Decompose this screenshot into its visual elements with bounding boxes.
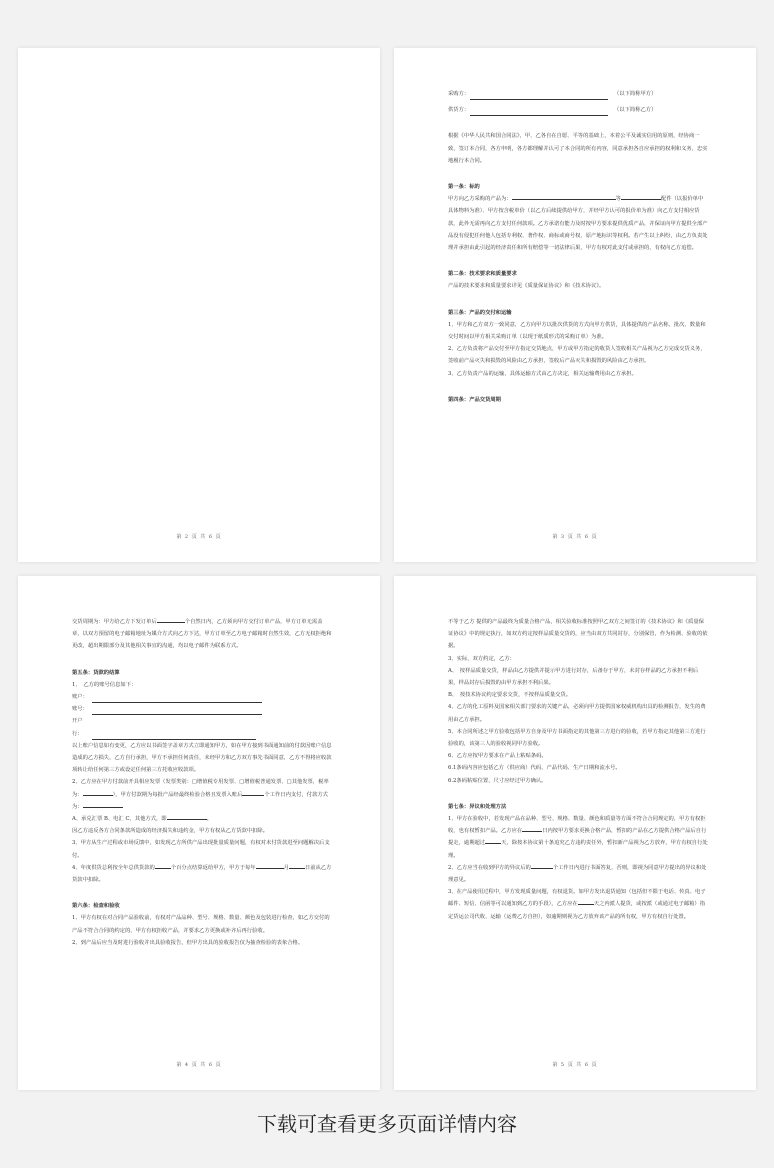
page-content <box>72 616 332 949</box>
page-5 <box>394 576 756 1090</box>
section-title: 第六条：检查和验收 <box>72 903 120 910</box>
paragraph: 6.1条码内容应包括乙方（供应商）代码、产品代码、生产日期和流水号。 <box>448 765 621 772</box>
seller-row <box>448 104 708 116</box>
paragraph: 不等于乙方 提供的产品最终为质量合格产品，相关验收标准按照甲乙双方之间签订的《技术协议》和《质量保证协议》中的规定执行，如双方约定按样品质量交货的，应当由双方共同封存，分别保管，作为检测、验收的依据。 <box>448 619 708 650</box>
paragraph: 甲方向乙方采购的产品为： 等 配件（以报价单中具体物料为准）、甲方按含税单价（以乙方后续提供给甲方，并经甲方认可的报价单为准）向乙方支付相应货款，此外无需再向乙方支付任何款项。乙方承诺有能力及时按甲方要求提供优质产品，并保证向甲方提供全部产品没有侵犯任何他人包括专利权、著作权、商标或商号权、原产地标识等权利。若产生以上纠纷，由乙方负责处理并承担由此引起的经济责任和所有赔偿等一切法律后果，甲方有权对此支付或承担的，有权向乙方追偿。 <box>448 193 708 254</box>
page-footer: 第 3 页 共 6 页 <box>552 534 598 540</box>
seller-blank <box>470 108 608 116</box>
seller-note: （以下简称乙方） <box>614 107 657 114</box>
paragraph: 3、在产品使用过程中，甲方发现质量问题，有权退货。如甲方发出退货通知（包括但不限于电话、传真、电子邮件、短信、信函等可以通知到乙方的手段），乙方应在 天之内派人提货，或按派（或通过电子邮箱）指定货运公司代收、运输（运费乙方自担），如逾期则视为乙方放弃该产品的所有权，甲方有权自行处置。 <box>448 889 706 920</box>
paragraph: 2、乙方应在甲方付款前开具相应发票（发票类别：□增值税专用发票、□增值税普通发票、□其他发票，税率为： ），甲方付款期为每批产品经最终检验合格且发票入账后 个工作日内支付，付款方式为： <box>72 779 329 810</box>
blank-line <box>83 801 123 808</box>
intro-paragraph: 根据《中华人民共和国合同法》，甲、乙各自在自愿、平等的基础上，本着公平及诚实信用的原则，经协商一致，签订本合同，各方申明，各方都理解并认可了本合同的所有内容，同意承担各自应承担的权利和义务，忠实地履行本合同。 <box>448 133 708 164</box>
paragraph: 5、本合同所述之甲方验收包括甲方自身及甲方书面指定的其他第三方进行的验收，若甲方指定其他第三方进行验收的，该第三人的验收视同甲方验收。 <box>448 728 706 748</box>
paragraph: 6、乙方应按甲方要求在产品上粘贴条码。 <box>448 753 547 760</box>
blank-line <box>92 707 262 715</box>
blank-line <box>83 789 113 796</box>
blank-line <box>242 789 264 796</box>
page-2 <box>18 48 380 562</box>
section-title: 第二条：技术要求和质量要求 <box>448 271 517 278</box>
blank-line <box>256 862 284 869</box>
account-name-row: 账户： <box>72 691 332 703</box>
page-footer: 第 5 页 共 6 页 <box>552 1062 598 1068</box>
paragraph: 2、到产品后应当及时进行验收并出具验收报告，但甲方出具的验收报告仅为抽查检验的表象合格。 <box>72 939 304 946</box>
paragraph: 2、乙方应当在收到甲方的异议后的 个工作日内进行书面答复，否则，即视为同意甲方提出的异议和处理意见。 <box>448 862 708 886</box>
blank-line <box>485 837 501 844</box>
paragraph: 交货周期为：甲方给乙方下发订单后 个自然日内，乙方须向甲方交付订单产品，甲方订单无需盖章，以双方预留的电子邮箱地址为媒介方式向乙方下达，甲方订单至乙方电子邮箱时自然生效，乙方无权拒绝和更改，超出期限部分及其他相关事宜的沟通，均以电子邮件为联系方式。 <box>72 616 332 653</box>
paragraph: A、 按样品质量交货，样品由乙方提供并提示甲方进行封存，后备存于甲方，未封存样品的乙方承担不利后果，样品封存后损毁的由甲方承担不利后果。 <box>448 667 699 687</box>
page-content <box>448 88 708 406</box>
page-footer: 第 2 页 共 6 页 <box>176 534 222 540</box>
blank-line <box>578 898 594 905</box>
section-title: 第一条：标的 <box>448 184 480 191</box>
paragraph: 3、乙方负责产品的运输，具体运输方式由乙方决定，相关运输费用由乙方承担。 <box>448 370 637 377</box>
paragraph: 3、实际，双方约定，乙方： <box>448 655 515 662</box>
page-4 <box>18 576 380 1090</box>
paragraph: 因乙方违反各方合同条款所造成的经济损失和违约金，甲方有权从乙方货款中扣除。 <box>72 828 268 835</box>
blank-line <box>92 695 262 703</box>
paragraph: A、承兑汇票 B、电汇 C、其他方式，即 。 <box>72 813 332 825</box>
blank-line <box>155 862 171 869</box>
paragraph: 2、乙方负责将产品交付至甲方指定交货地点，甲方或甲方指定的收货人签收相关产品视为乙方完成交货义务，签收前产品灭失和损毁的风险由乙方承担，签收后产品灭失和损毁的风险由乙方承担。 <box>448 346 706 365</box>
section-title: 第七条：异议和处理方法 <box>448 803 507 810</box>
buyer-note: （以下简称甲方） <box>614 91 657 97</box>
buyer-row <box>448 88 708 100</box>
blank-line <box>512 193 616 200</box>
section-title: 第四条：产品交货周期 <box>448 396 501 403</box>
blank-line <box>522 825 542 832</box>
seller-label: 供货方： <box>448 107 470 114</box>
paragraph: 1、 乙方的账号信息如下： <box>72 681 137 688</box>
blank-line <box>531 862 553 869</box>
page-footer: 第 4 页 共 6 页 <box>176 1062 222 1068</box>
buyer-blank <box>470 92 608 100</box>
paragraph: 6.2条码粘贴位置，尺寸应经过甲方确认。 <box>448 777 547 784</box>
buyer-label: 采购方： <box>448 91 470 97</box>
page-3 <box>394 48 756 562</box>
blank-line <box>167 813 207 820</box>
paragraph: 1、甲方和乙方双方一致同意，乙方向甲方以批次供货的方式向甲方供货，具体提供的产品名称、批次、数量和交付时间以甲方相关采购订单（以现于纸质形式的采购订单）为准。 <box>448 321 706 341</box>
account-bank-row: 开户行： <box>72 715 332 739</box>
paragraph: 1、甲方在验收中，若发现产品在品种、型号、规格、数量、颜色和质量等方面不符合合同规定的，甲方有权拒收，也有权暂扣产品。乙方应在 日内按甲方要求更换合格产品，暂扣的产品在乙方提供合格产品后自行提走，逾期超过 天，除按本协议第十条追究乙方违约责任外，暂扣新产品视为乙方放弃，甲方有权自行处理。 <box>448 816 708 859</box>
blank-line <box>157 616 185 623</box>
page-content <box>448 616 708 923</box>
section-title: 第三条：产品的交付和运输 <box>448 309 512 316</box>
paragraph: 4、年度供货总利按全年总供货款的 个百分点结算返给甲方，甲方于每年 月 日前从乙方货款中扣除。 <box>72 862 332 886</box>
section-title: 第五条：货款的结算 <box>72 669 120 676</box>
paragraph: 产品的技术要求和质量要求详见《质量保证协议》和《技术协议》。 <box>448 283 605 290</box>
paragraph: B、 按技术协议约定要求交货，不按样品质量交货。 <box>448 692 572 699</box>
paragraph: 以上账户信息如有变更，乙方应以书面签字盖章方式立即通知甲方，如在甲方接到书面通知前的付款因账户信息造成的乙方损失，乙方自行承担，甲方不承担任何责任，未经甲方和乙方双方事先书面同意，乙方不得将应收款项转让给任何第三方或设定任何第三方托收应收款项。 <box>72 742 332 774</box>
blank-line <box>289 862 305 869</box>
blank-line <box>621 193 661 200</box>
account-number-row: 账号： <box>72 703 332 715</box>
paragraph: 1、甲方有权在对合同产品验收前，有权对产品品种、型号、规格、数量、颜色及包装进行检查，如乙方交付的产品不符合合同的约定的，甲方有权拒收产品，并要求乙方更换或补齐后再行验收。 <box>72 915 330 934</box>
paragraph: 4、乙方的化工原料及国家相关部门要求的关键产品，必须向甲方提供国家权威机构出具的检测报告，发生的费用由乙方承担。 <box>448 704 706 723</box>
blank-line <box>92 732 256 740</box>
paragraph: 3、甲方从生产过程或市场反馈中，如发现乙方所供产品出现批量质量问题，有权对未付货款进至问题解决后支付。 <box>72 840 330 859</box>
download-caption: 下载可查看更多页面详情内容 <box>257 1112 517 1136</box>
